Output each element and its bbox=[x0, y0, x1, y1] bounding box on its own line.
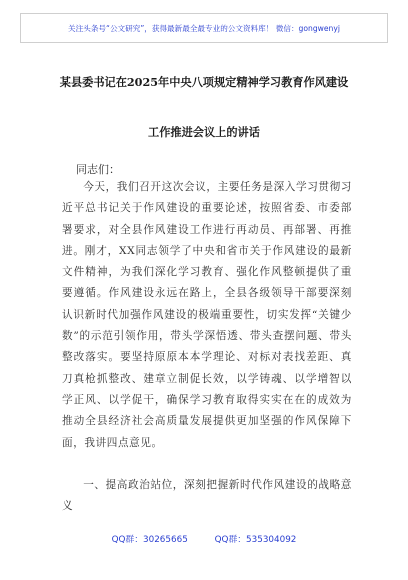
header-banner bbox=[20, 13, 388, 43]
document-title-line1: 某县委书记在2025年中央八项规定精神学习教育作风建设 bbox=[59, 75, 349, 89]
footer-contact bbox=[0, 532, 408, 545]
banner-text: 关注头条号“公文研究”，获得最新最全最专业的公文资料库！ 微信：gongwenyj bbox=[68, 23, 340, 33]
document-title-line2: 工作推进会议上的讲话 bbox=[148, 125, 260, 139]
footer-qq-group-2: QQ群：535304092 bbox=[214, 535, 297, 545]
greeting: 同志们： bbox=[76, 163, 120, 176]
body-paragraph: 今天，我们召开这次会议，主要任务是深入学习贯彻习近平总书记关于作风建设的重要论述，按照省委、市委部署要求，对全县作风建设工作进行再动员、再部署、再推进。刚才，XX同志领学了中央和省市关于作风建设的最新文件精神，为我们深化学习教育、强化作风整顿提供了重要遵循。作风建设永远在路上，全县各级领导干部要深刻认识新时代加强作风建设的极端重要性，切实发挥“关键少数”的示范引领作用，带头学深悟透、带头查摆问题、带头整改落实。要坚持原原本本学理论、对标对表找差距、真刀真枪抓整改、建章立制促长效，以学铸魂、以学增智以学正风、以学促干，确保学习教育取得实实在在的成效为推动全县经济社会高质量发展提供更加坚强的作风保障下面，我讲四点意见。 bbox=[62, 181, 352, 449]
footer-qq-group-1: QQ群：30265665 bbox=[111, 535, 188, 545]
section-heading-paragraph: 一、提高政治站位，深刻把握新时代作风建设的战略意义 bbox=[62, 479, 352, 513]
